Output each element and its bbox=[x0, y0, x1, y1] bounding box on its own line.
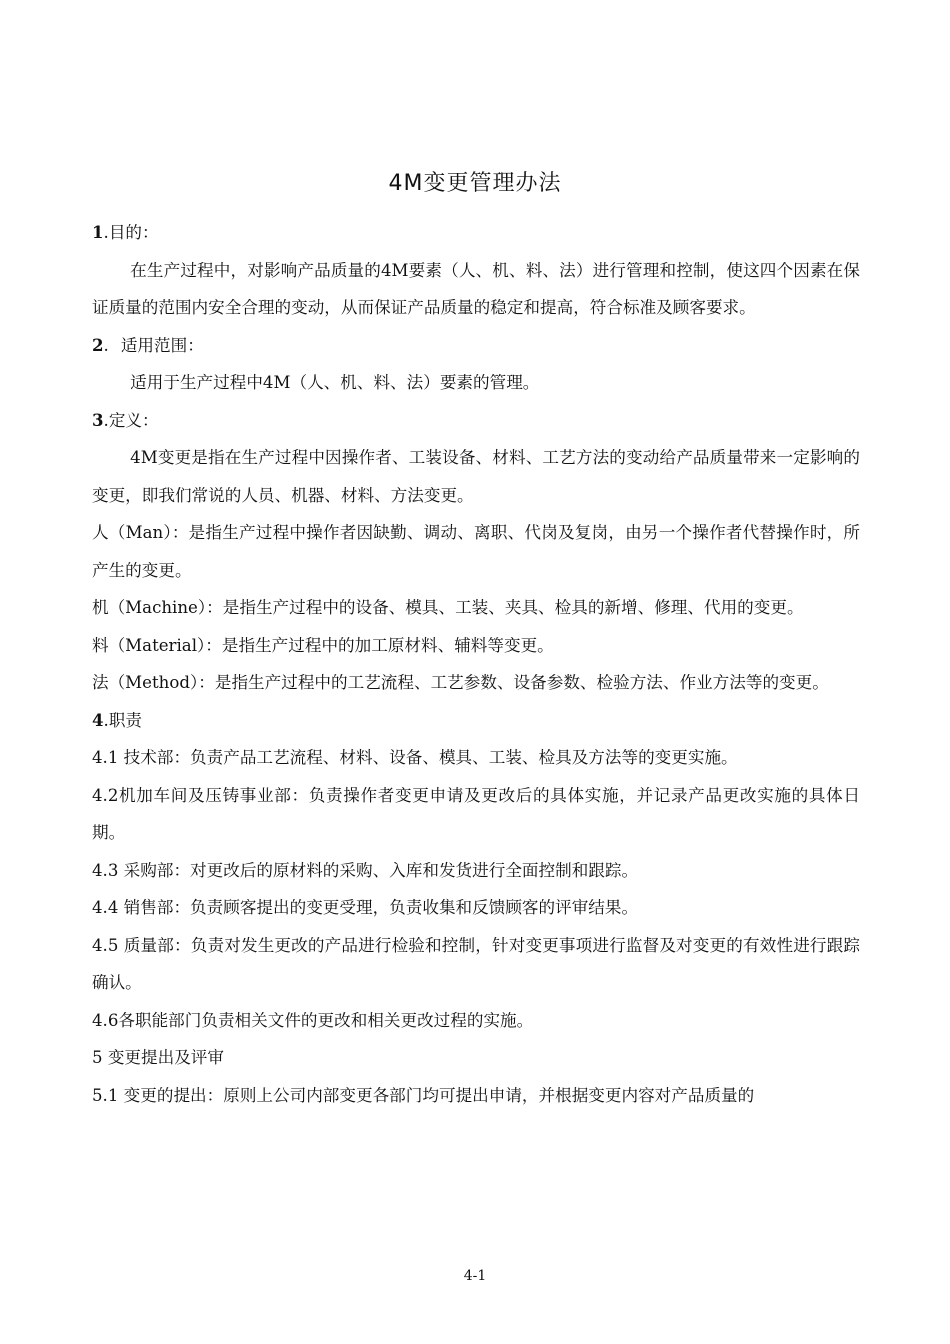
item-number: 4.3 bbox=[92, 860, 119, 880]
responsibility-item bbox=[92, 889, 860, 927]
section-heading-text: 变更提出及评审 bbox=[107, 1048, 224, 1067]
definition-method: 法（Method）：是指生产过程中的工艺流程、工艺参数、设备参数、检验方法、作业方法等的变更。 bbox=[92, 673, 829, 692]
definition-man: 人（Man）：是指生产过程中操作者因缺勤、调动、离职、代岗及复岗，由另一个操作者代替操作时，所产生的变更。 bbox=[92, 523, 860, 580]
responsibility-item bbox=[92, 1002, 860, 1040]
item-number: 4.6 bbox=[92, 1010, 119, 1030]
item-number: 4.4 bbox=[92, 898, 119, 917]
section-3-paragraph: 4M变更是指在生产过程中因操作者、工装设备、材料、工艺方法的变动给产品质量带来一定影响的变更，即我们常说的人员、机器、材料、方法变更。 bbox=[92, 448, 860, 505]
section-heading-text: 适用范围： bbox=[120, 335, 204, 355]
definition-machine: 机（Machine）：是指生产过程中的设备、模具、工装、夹具、检具的新增、修理、代用的变更。 bbox=[92, 598, 804, 617]
item-number: 5.1 bbox=[92, 1085, 119, 1105]
item-text: 销售部：负责顾客提出的变更受理，负责收集和反馈顾客的评审结果。 bbox=[123, 898, 639, 917]
section-number: 4 bbox=[92, 709, 104, 730]
section-1-heading: 1.目的： bbox=[92, 222, 159, 242]
responsibility-item bbox=[92, 777, 860, 852]
section-heading-text: 定义： bbox=[108, 410, 159, 430]
section-number: 3 bbox=[92, 409, 104, 430]
responsibility-item bbox=[92, 739, 860, 777]
change-item bbox=[92, 1077, 860, 1115]
section-heading-text: 职责 bbox=[108, 710, 143, 730]
item-text: 采购部：对更改后的原材料的采购、入库和发货进行全面控制和跟踪。 bbox=[123, 860, 639, 880]
section-number: 5 bbox=[92, 1048, 103, 1067]
section-heading-text: 目的： bbox=[108, 223, 159, 242]
section-3-heading: 3.定义： bbox=[92, 409, 159, 430]
responsibility-item bbox=[92, 852, 860, 890]
section-2-paragraph: 适用于生产过程中4M（人、机、料、法）要素的管理。 bbox=[130, 373, 540, 392]
item-number: 4.1 bbox=[92, 748, 119, 767]
document-title: 4M变更管理办法 bbox=[388, 171, 562, 196]
item-text: 变更的提出：原则上公司内部变更各部门均可提出申请，并根据变更内容对产品质量的 bbox=[123, 1085, 755, 1105]
section-5-heading bbox=[92, 1039, 860, 1077]
item-text: 机加车间及压铸事业部：负责操作者变更申请及更改后的具体实施，并记录产品更改实施的具体日期。 bbox=[92, 785, 860, 842]
item-text: 技术部：负责产品工艺流程、材料、设备、模具、工装、检具及方法等的变更实施。 bbox=[123, 748, 738, 767]
section-1-paragraph: 在生产过程中，对影响产品质量的4M要素（人、机、料、法）进行管理和控制，使这四个因素在保证质量的范围内安全合理的变动，从而保证产品质量的稳定和提高，符合标准及顾客要求。 bbox=[92, 260, 860, 317]
page-number: 4-1 bbox=[463, 1268, 487, 1284]
item-text: 质量部：负责对发生更改的产品进行检验和控制，针对变更事项进行监督及对变更的有效性进行跟踪确认。 bbox=[92, 935, 860, 992]
section-number: 1 bbox=[92, 222, 104, 242]
section-4-heading: 4.职责 bbox=[92, 709, 143, 730]
definition-material: 料（Material）：是指生产过程中的加工原材料、辅料等变更。 bbox=[92, 635, 554, 655]
responsibility-item bbox=[92, 927, 860, 1002]
document-body bbox=[92, 214, 860, 1114]
item-text: 各职能部门负责相关文件的更改和相关更改过程的实施。 bbox=[118, 1010, 534, 1030]
section-number: 2 bbox=[92, 334, 104, 355]
section-2-heading: 2. 适用范围： bbox=[92, 334, 204, 355]
item-number: 4.2 bbox=[92, 785, 119, 805]
item-number: 4.5 bbox=[92, 935, 119, 955]
